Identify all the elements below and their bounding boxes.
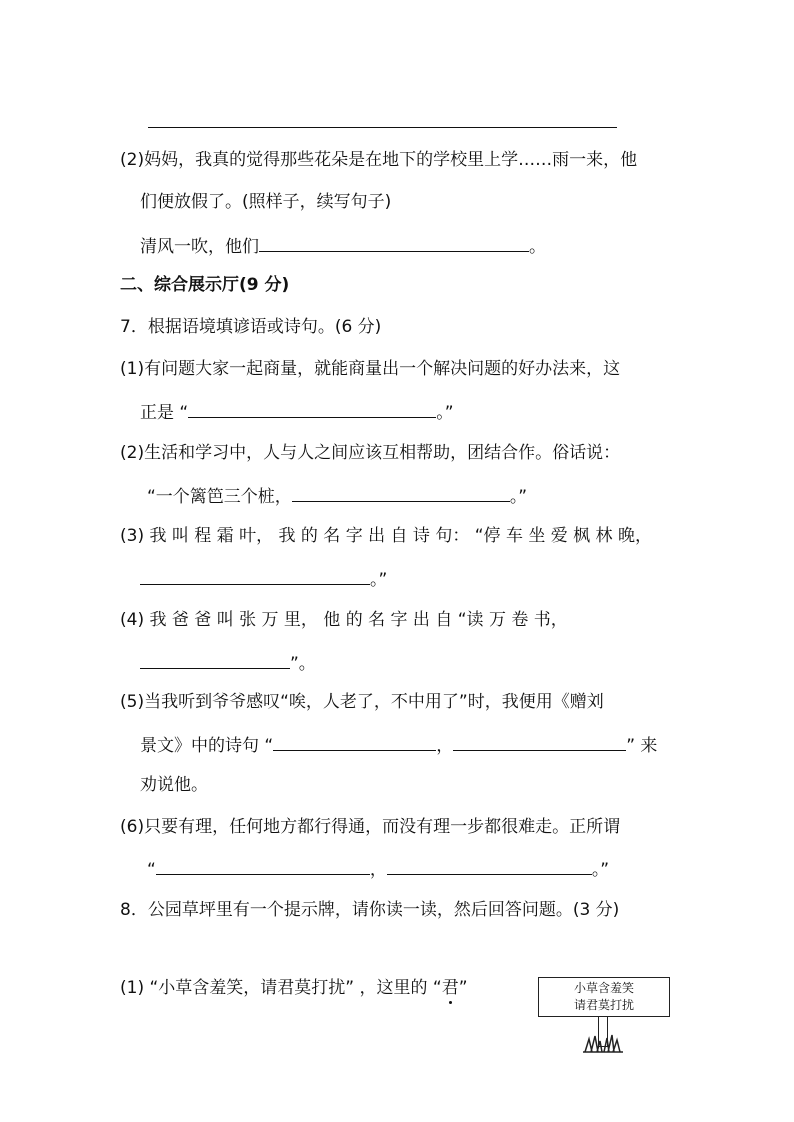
emphasis-dot-char: 君 [441,978,459,998]
q7-p1-line2: 正是 “ 。” [140,399,454,425]
q6-p2-line3: 清风一吹，他们 。 [140,233,546,259]
q7-p2-line1: (2)生活和学习中，人与人之间应该互相帮助，团结合作。俗话说： [120,443,621,463]
q6-p2-line1: (2)妈妈，我真的觉得那些花朵是在地下的学校里上学……雨一来，他 [120,150,638,170]
q8-title: 8．公园草坪里有一个提示牌，请你读一读，然后回答问题。(3 分) [120,900,620,920]
grass-icon [583,1033,623,1053]
q7-p5-line3: 劝说他。 [140,775,208,795]
q7-p6-line2: “ ， 。” [147,856,609,882]
q7-p5-line1: (5)当我听到爷爷感叹“唉，人老了，不中用了”时，我便用《赠刘 [120,692,604,712]
answer-blank[interactable] [453,732,626,751]
q6-p2-line2: 们便放假了。(照样子，续写句子) [140,192,392,212]
sign-text-line1: 小草含羞笑 [573,981,634,995]
answer-blank[interactable] [188,399,436,418]
q7-p2-line2: “一个篱笆三个桩， 。” [147,483,527,509]
q8-p1: (1) “小草含羞笑，请君莫打扰” ，这里的 “君” [120,978,468,998]
q7-p5-line2: 景文》中的诗句 “ ， ” 来 [140,732,657,758]
q7-p1-line1: (1)有问题大家一起商量，就能商量出一个解决问题的好办法来，这 [120,359,621,379]
answer-blank[interactable] [292,483,510,502]
answer-blank[interactable] [387,856,592,875]
answer-blank[interactable] [156,856,370,875]
q7-title: 7．根据语境填谚语或诗句。(6 分) [120,317,382,337]
q7-p4-line2: ”。 [140,650,316,676]
q7-p4-line1: (4) 我 爸 爸 叫 张 万 里， 他 的 名 字 出 自 “读 万 卷 书， [120,610,568,630]
answer-blank[interactable] [140,650,290,669]
sign-board [538,977,670,1017]
q7-p6-line1: (6)只要有理，任何地方都行得通，而没有理一步都很难走。正所谓 [120,817,621,837]
top-answer-line [148,127,617,128]
q7-p3-line1: (3) 我 叫 程 霜 叶， 我 的 名 字 出 自 诗 句： “停 车 坐 爱 枫 林 晚， [120,526,652,546]
sign-text-line2: 请君莫打扰 [573,998,634,1012]
q7-p3-line2: 。” [140,566,387,592]
answer-blank[interactable] [140,566,370,585]
answer-blank[interactable] [273,732,436,751]
answer-blank[interactable] [259,233,529,252]
section-2-title: 二、综合展示厅(9 分) [120,275,290,295]
